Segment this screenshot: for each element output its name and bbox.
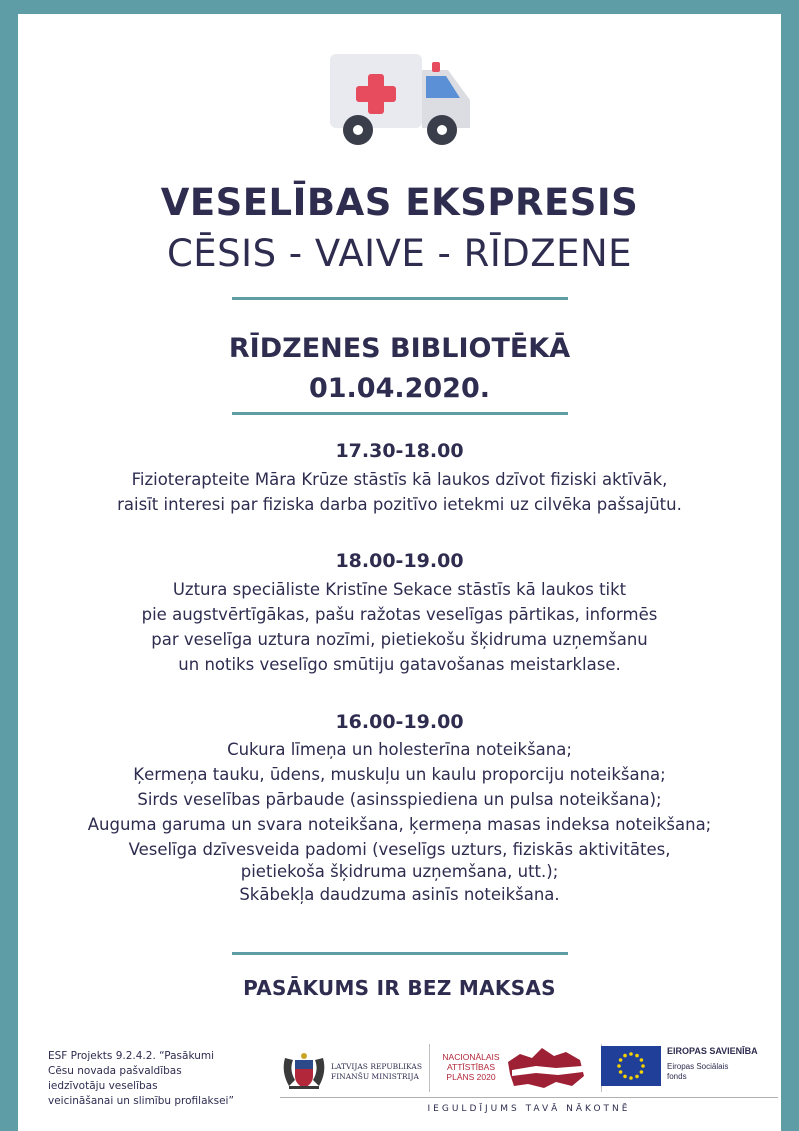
service-item: Cukura līmeņa un holesterīna noteikšana; <box>227 740 572 759</box>
session-text-line: par veselīga uztura nozīmi, pietiekošu šķidruma uzņemšanu <box>151 630 648 649</box>
event-date: 01.04.2020. <box>308 373 491 404</box>
eu-fund-line: Eiropas Sociālais <box>667 1062 729 1071</box>
service-item: Veselīga dzīvesveida padomi (veselīgs uzturs, fiziskās aktivitātes, <box>128 840 671 859</box>
nap-logo <box>438 1044 588 1104</box>
session-2 <box>18 550 781 677</box>
divider <box>232 297 568 300</box>
poster-subtitle: CĒSIS - VAIVE - RĪDZENE <box>166 232 633 275</box>
esf-project-text <box>48 1049 263 1109</box>
session-1 <box>18 440 781 517</box>
eu-fund-line: fonds <box>667 1072 687 1081</box>
poster <box>18 14 781 1131</box>
esf-line: iedzīvotāju veselības <box>48 1080 158 1092</box>
esf-line: ESF Projekts 9.2.4.2. “Pasākumi <box>48 1050 215 1062</box>
session-text-line: un notiks veselīgo smūtiju gatavošanas meistarklase. <box>178 655 621 674</box>
nap-line: NACIONĀLAIS <box>442 1052 500 1062</box>
service-item: Ķermeņa tauku, ūdens, muskuļu un kaulu proporciju noteikšana; <box>133 765 666 784</box>
service-item: pietiekoša šķidruma uzņemšana, utt.); <box>240 862 559 881</box>
ministry-name-line: LATVIJAS REPUBLIKAS <box>331 1062 422 1071</box>
session-text-line: pie augstvērtīgākas, pašu ražotas veselīgas pārtikas, informēs <box>141 605 658 624</box>
session-time: 18.00-19.00 <box>335 550 464 572</box>
service-item: Skābekļa daudzuma asinīs noteikšana. <box>239 885 560 904</box>
session-text-line: Uztura speciāliste Kristīne Sekace stāstīs kā laukos tikt <box>172 580 627 599</box>
session-text-line: raisīt interesi par fiziska darba pozitīvo ietekmi uz cilvēka pašsajūtu. <box>117 495 682 514</box>
session-3 <box>18 711 781 907</box>
nap-line: ATTĪSTĪBAS <box>446 1062 496 1072</box>
poster-title: VESELĪBAS EKSPRESIS <box>160 181 639 224</box>
coat-of-arms-icon <box>281 1052 327 1092</box>
logo-separator <box>429 1044 430 1092</box>
eu-flag-icon <box>601 1046 661 1086</box>
nap-line: PLĀNS 2020 <box>446 1072 496 1082</box>
eu-title: EIROPAS SAVIENĪBA <box>667 1046 758 1056</box>
session-time: 17.30-18.00 <box>335 440 464 462</box>
divider <box>232 952 568 955</box>
venue-block <box>18 329 781 409</box>
tagline: IEGULDĪJUMS TAVĀ NĀKOTNĒ <box>427 1104 631 1114</box>
latvia-map-icon <box>506 1046 586 1090</box>
esf-line: veicināšanai un slimību profilaksei” <box>48 1095 234 1107</box>
service-item: Auguma garuma un svara noteikšana, ķermeņa masas indeksa noteikšana; <box>87 815 712 834</box>
ministry-name-line: FINANŠU MINISTRIJA <box>331 1072 419 1081</box>
venue-name: RĪDZENES BIBLIOTĒKĀ <box>228 333 571 364</box>
esf-line: Cēsu novada pašvaldības <box>48 1065 182 1077</box>
eu-logo <box>601 1044 781 1104</box>
divider <box>232 412 568 415</box>
service-item: Sirds veselības pārbaude (asinsspiediena un pulsa noteikšana); <box>137 790 662 809</box>
ambulance-icon <box>328 52 474 146</box>
tagline-rule <box>280 1097 778 1098</box>
session-text-line: Fizioterapteite Māra Krūze stāstīs kā laukos dzīvot fiziski aktīvāk, <box>131 470 668 489</box>
ministry-logo <box>281 1044 421 1104</box>
session-time: 16.00-19.00 <box>335 711 464 733</box>
free-event-notice: PASĀKUMS IR BEZ MAKSAS <box>243 976 556 1000</box>
